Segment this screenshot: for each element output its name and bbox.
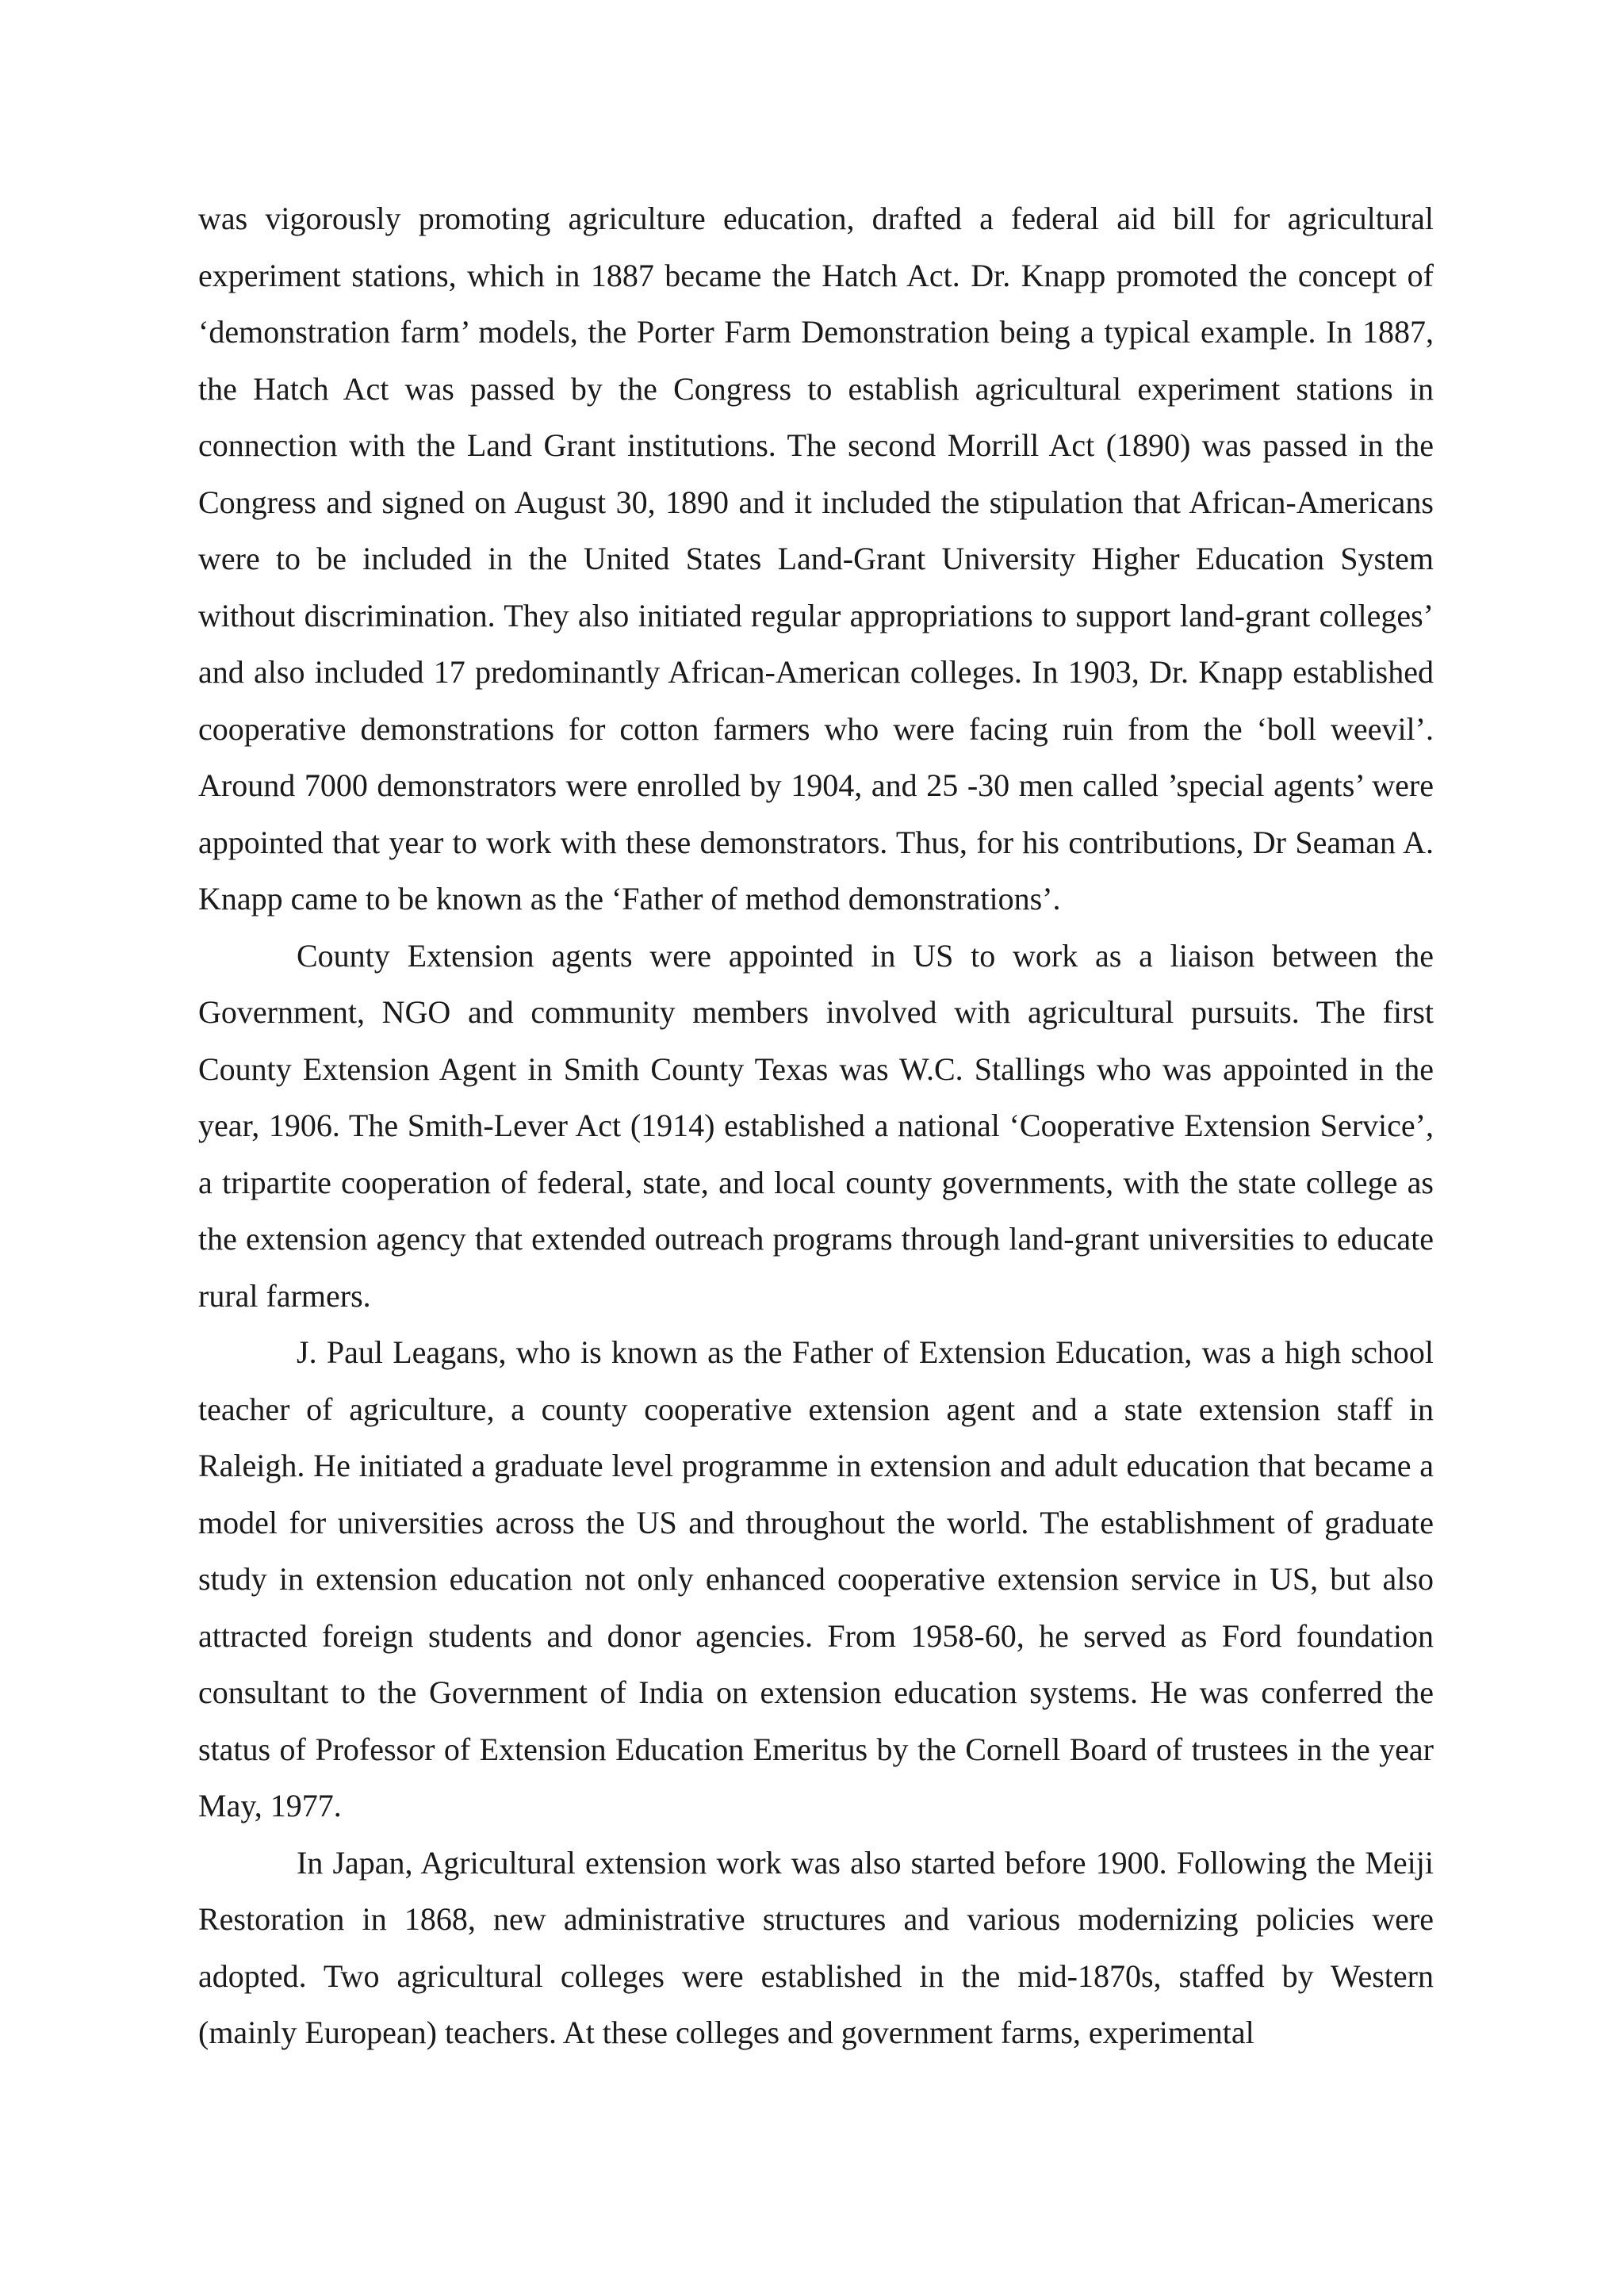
paragraph-hatch-act-knapp: was vigorously promoting agriculture education, drafted a federal aid bill for agricultural experiment stations, which in 1887 became the Hatch Act. Dr. Knapp promoted the concept of ‘demonstration farm’ models, the Porter Farm Demonstration being a typical example. In 1887, the Hatch Act was passed by the Congress to establish agricultural experiment stations in connection with the Land Grant institutions. The second Morrill Act (1890) was passed in the Congress and signed on August 30, 1890 and it included the stipulation that African-Americans were to be included in the United States Land-Grant University Higher Education System without discrimination. They also initiated regular appropriations to support land-grant colleges’ and also included 17 predominantly African-American colleges. In 1903, Dr. Knapp established cooperative demonstrations for cotton farmers who were facing ruin from the ‘boll weevil’. Around 7000 demonstrators were enrolled by 1904, and 25 -30 men called ’special agents’ were appointed that year to work with these demonstrators. Thus, for his contributions, Dr Seaman A. Knapp came to be known as the ‘Father of method demonstrations’.: [198, 201, 1434, 916]
paragraph-paul-leagans: J. Paul Leagans, who is known as the Father of Extension Education, was a high school teacher of agriculture, a county cooperative extension agent and a state extension staff in Raleigh. He initiated a graduate level programme in extension and adult education that became a model for universities across the US and throughout the world. The establishment of graduate study in extension education not only enhanced cooperative extension service in US, but also attracted foreign students and donor agencies. From 1958-60, he served as Ford foundation consultant to the Government of India on extension education systems. He was conferred the status of Professor of Extension Education Emeritus by the Cornell Board of trustees in the year May, 1977.: [198, 1334, 1434, 1823]
document-page: [198, 190, 1434, 2061]
paragraph-county-extension-agents: County Extension agents were appointed in US to work as a liaison between the Government, NGO and community members involved with agricultural pursuits. The first County Extension Agent in Smith County Texas was W.C. Stallings who was appointed in the year, 1906. The Smith-Lever Act (1914) established a national ‘Cooperative Extension Service’, a tripartite cooperation of federal, state, and local county governments, with the state college as the extension agency that extended outreach programs through land-grant universities to educate rural farmers.: [198, 937, 1434, 1314]
paragraph-japan-extension: In Japan, Agricultural extension work was also started before 1900. Following the Meiji Restoration in 1868, new administrative structures and various modernizing policies were adopted. Two agricultural colleges were established in the mid-1870s, staffed by Western (mainly European) teachers. At these colleges and government farms, experimental: [198, 1844, 1434, 2050]
